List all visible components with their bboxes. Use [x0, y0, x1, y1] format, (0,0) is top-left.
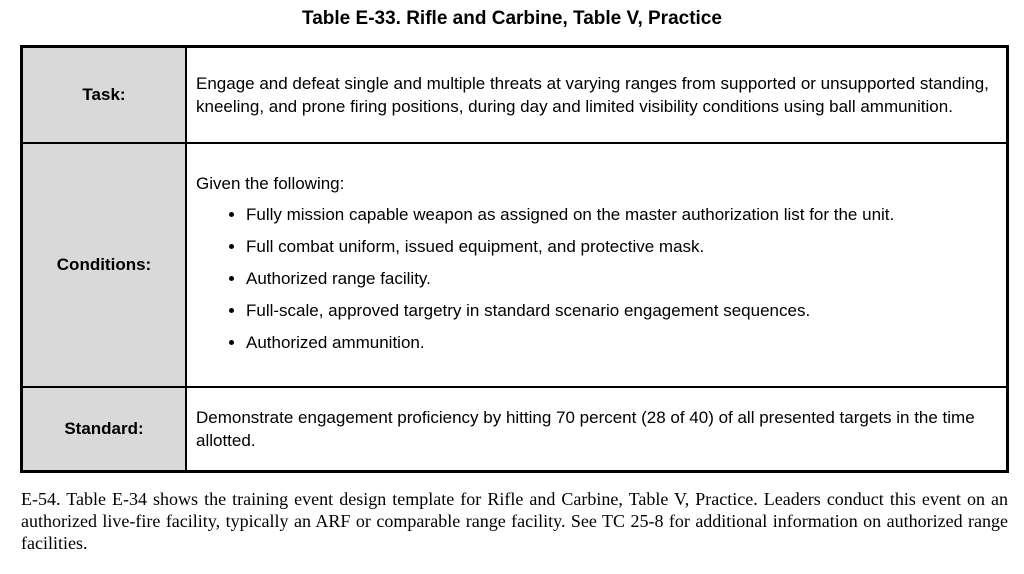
standard-text: Demonstrate engagement proficiency by hitting 70 percent (28 of 40) of all presented targets in the time allotted. — [186, 387, 1008, 472]
conditions-row — [22, 143, 1008, 387]
list-item: • Fully mission capable weapon as assigned on the master authorization list for the unit. — [246, 203, 998, 226]
conditions-cell — [186, 143, 1008, 387]
task-conditions-standard-table — [20, 45, 1009, 473]
task-text: Engage and defeat single and multiple threats at varying ranges from supported or unsupported standing, kneeling, and prone firing positions, during day and limited visibility conditions using ball ammunition. — [186, 47, 1008, 143]
task-row — [22, 47, 1008, 143]
list-item: • Full-scale, approved targetry in standard scenario engagement sequences. — [246, 299, 998, 322]
list-item: • Full combat uniform, issued equipment, and protective mask. — [246, 235, 998, 258]
list-item: • Authorized ammunition. — [246, 331, 998, 354]
conditions-intro: Given the following: — [196, 173, 345, 193]
standard-row — [22, 387, 1008, 472]
body-paragraph: E-54. Table E-34 shows the training event design template for Rifle and Carbine, Table V, Practice. Leaders conduct this event on an authorized live-fire facility, typically an ARF or comparable range facility. See TC 25-8 for additional information on authorized range facilities. — [21, 489, 1008, 553]
standard-label: Standard: — [22, 387, 187, 472]
list-item: • Authorized range facility. — [246, 267, 998, 290]
table-title: Table E-33. Rifle and Carbine, Table V, Practice — [302, 8, 722, 29]
task-label: Task: — [22, 47, 187, 143]
conditions-list — [196, 203, 998, 354]
conditions-label: Conditions: — [22, 143, 187, 387]
